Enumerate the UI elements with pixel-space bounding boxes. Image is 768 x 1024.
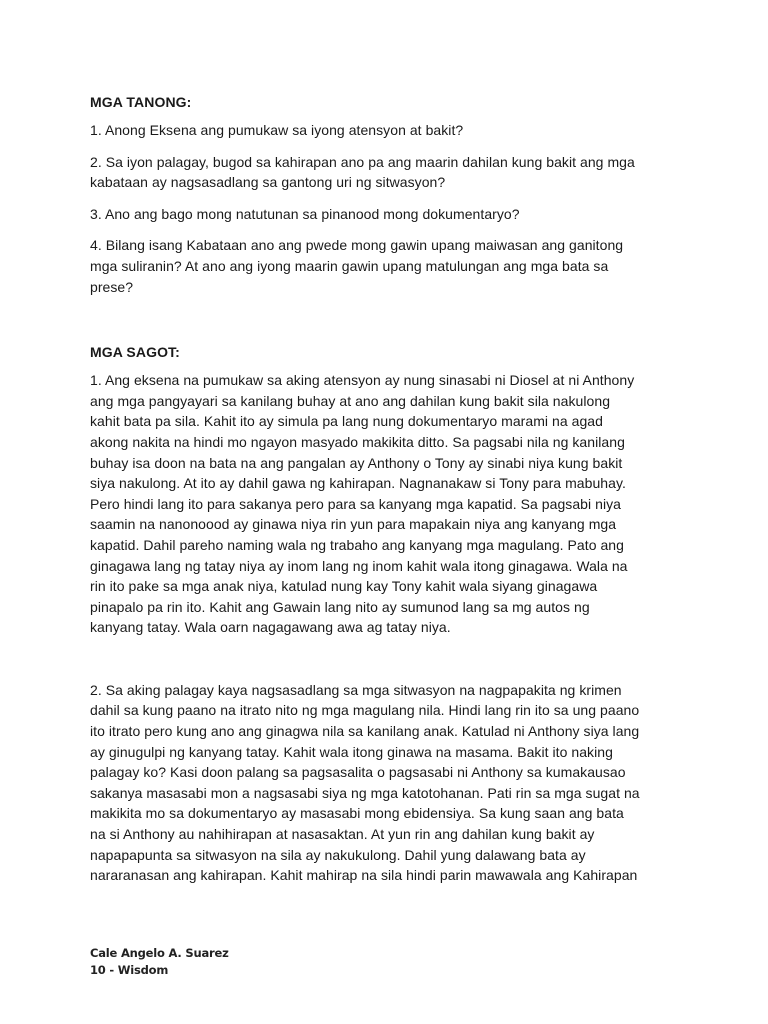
answer-1-line: kapatid. Dahil pareho naming wala ng trabaho ang kanyang mga magulang. Pato ang — [90, 536, 624, 553]
answers-heading: MGA SAGOT: — [90, 344, 180, 361]
question-1-line: 1. Anong Eksena ang pumukaw sa iyong atensyon at bakit? — [90, 122, 464, 138]
answer-1-line: 1. Ang eksena na pumukaw sa aking atensyon ay nung sinasabi ni Diosel at ni Anthony — [90, 372, 635, 389]
answer-2-line: palagay ko? Kasi doon palang sa pagsasalita o pagsasabi ni Anthony sa kumakausao — [90, 764, 626, 781]
question-4-line: prese? — [90, 278, 134, 295]
answer-1-line: pinapalo pa rin ito. Kahit ang Gawain lang nito ay sumunod lang sa mg autos ng — [90, 598, 590, 615]
question-2-line: 2. Sa iyon palagay, bugod sa kahirapan ano pa ang maarin dahilan kung bakit ang mga — [90, 153, 635, 170]
answer-1-line: buhay isa doon na bata na ang pangalan ay Anthony o Tony ay sinabi niya kung bakit — [90, 454, 623, 471]
question-3 — [90, 204, 690, 225]
answer-2-line: 2. Sa aking palagay kaya nagsasadlang sa mga sitwasyon na nagpapakita ng krimen — [90, 681, 622, 698]
questions-section — [90, 92, 690, 297]
document-body — [90, 92, 690, 886]
question-2-line: kabataan ay nagsasadlang sa gantong uri ng sitwasyon? — [90, 174, 446, 191]
answer-2-line: ito itrato pero kung ano ang ginagwa nila sa kanilang anak. Katulad ni Anthony siya lang — [90, 723, 640, 740]
questions-heading: MGA TANONG: — [90, 94, 192, 110]
answer-2-line: dahil sa kung paano na itrato nito ng mga magulang nila. Hindi lang rin ito sa ung paano — [90, 702, 640, 719]
author-signature — [90, 945, 229, 979]
answer-2-line: sakanya masasabi mon a nagsasabi siya ng mga katotohanan. Pati rin sa mga sugat na — [90, 784, 640, 801]
answer-2-line: na si Anthony au nahihirapan at nasasaktan. At yun rin ang dahilan kung bakit ay — [90, 826, 595, 843]
answer-2-line: napapapunta sa sitwasyon na sila ay nakukulong. Dahil yung dalawang bata ay — [90, 846, 586, 863]
question-4-line: 4. Bilang isang Kabataan ano ang pwede mong gawin upang maiwasan ang ganitong — [90, 237, 624, 254]
answer-1-line: akong nakita na hindi mo ngayon masyado makikita ditto. Sa pagsabi nila ng kanilang — [90, 433, 625, 450]
answers-section — [90, 342, 690, 886]
question-3-line: 3. Ano ang bago mong natutunan sa pinanood mong dokumentaryo? — [90, 205, 520, 222]
answer-1-line: kahit bata pa sila. Kahit ito ay simula pa lang nung dokumentaryo marami na agad — [90, 413, 603, 430]
answer-1-line: siya nakulong. At ito ay dahil gawa ng kahirapan. Nagnanakaw si Tony para mabuhay. — [90, 475, 626, 492]
question-2 — [90, 152, 690, 193]
answer-2-line: makikita mo sa dokumentaryo ay masasabi mong ebidensiya. Sa kung saan ang bata — [90, 805, 624, 822]
answer-1-line: ginagawa lang ng tatay niya ay inom lang ng inom kahit wala itong ginagawa. Wala na — [90, 557, 628, 574]
question-4-line: mga suliranin? At ano ang iyong maarin gawin upang matulungan ang mga bata sa — [90, 257, 609, 274]
answer-1-line: saamin na nanonoood ay ginawa niya rin yun para mapakain niya ang kanyang mga — [90, 516, 617, 533]
answer-1-line: Pero hindi lang ito para sakanya pero para sa kanyang mga kapatid. Sa pagsabi niya — [90, 495, 621, 512]
author-section: 10 - Wisdom — [90, 963, 169, 977]
question-4 — [90, 235, 690, 297]
answer-1-line: ang mga pangyayari sa kanilang buhay at ano ang dahilan kung bakit sila nakulong — [90, 392, 611, 409]
answer-1 — [90, 370, 690, 638]
question-1 — [90, 120, 690, 141]
answer-2-line: nararanasan ang kahirapan. Kahit mahirap na sila hindi parin mawawala ang Kahirapan — [90, 867, 638, 884]
answer-1-line: kanyang tatay. Wala oarn nagagawang awa ag tatay niya. — [90, 619, 451, 636]
answer-2-line: ay ginugulpi ng kanyang tatay. Kahit wala itong ginawa na masama. Bakit ito naking — [90, 743, 613, 760]
answer-1-line: rin ito pake sa mga anak niya, katulad nung kay Tony kahit wala siyang ginagawa — [90, 578, 598, 595]
author-name: Cale Angelo A. Suarez — [90, 946, 229, 960]
answer-2 — [90, 680, 690, 886]
